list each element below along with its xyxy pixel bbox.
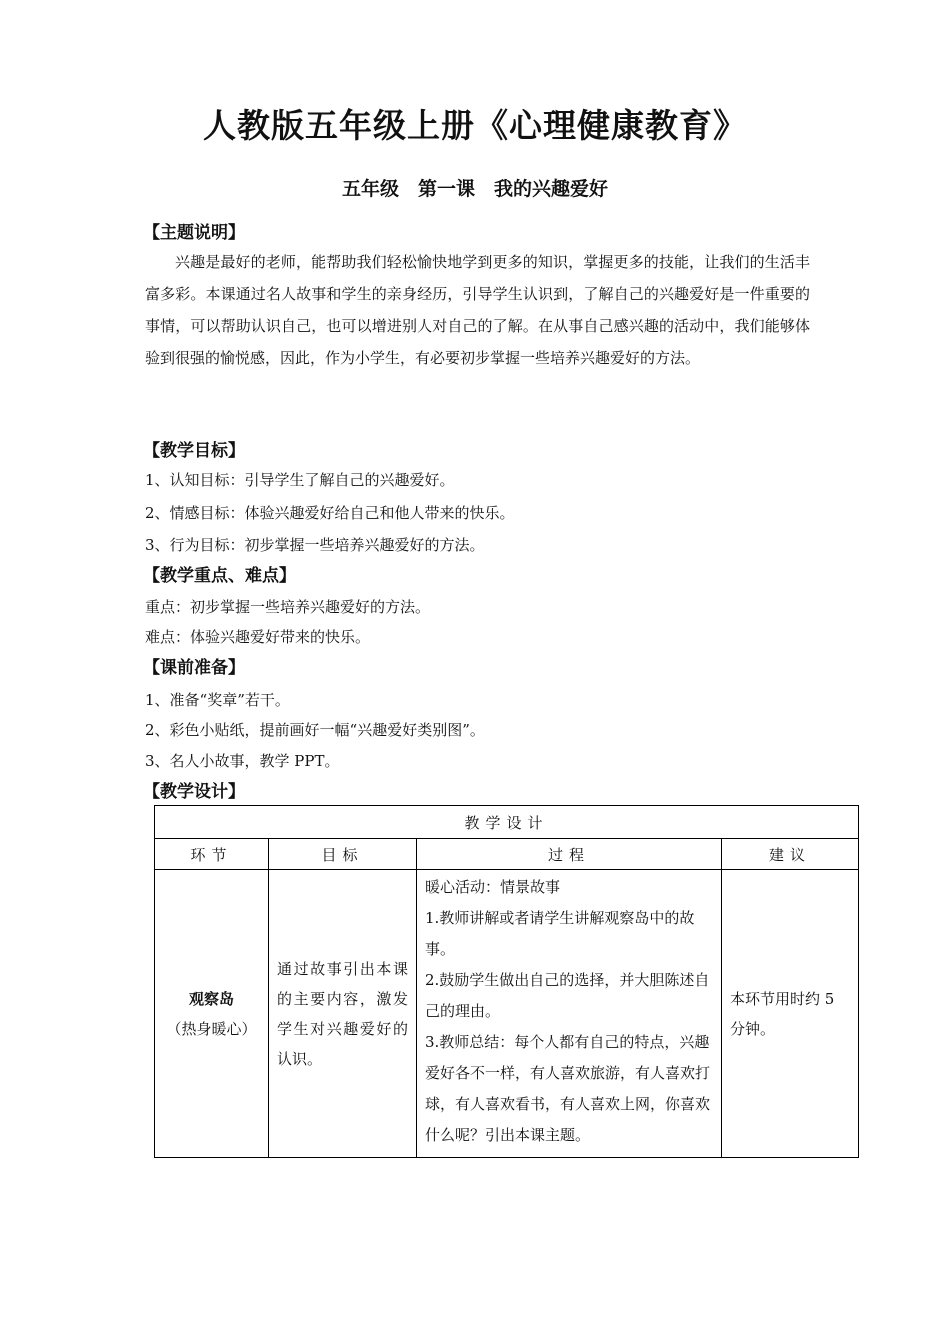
process-line: 2.鼓励学生做出自己的选择，并大胆陈述自己的理由。 [425,971,710,1020]
document-title: 人教版五年级上册《心理健康教育》 [203,106,747,145]
section-heading-keypoints: 【教学重点、难点】 [143,566,296,586]
suggestion-cell: 本环节用时约 5 分钟。 [722,870,859,1158]
process-line: 暖心活动：情景故事 [425,878,561,896]
table-row [155,870,859,1158]
keypoint-item: 难点：体验兴趣爱好带来的快乐。 [145,628,371,646]
column-header-process: 过程 [417,839,722,870]
section-heading-theme: 【主题说明】 [143,223,245,243]
process-line: 3.教师总结：每个人都有自己的特点，兴趣爱好各不一样，有人喜欢旅游，有人喜欢打球，有人喜欢看书，有人喜欢上网，你喜欢什么呢？引出本课主题。 [425,1033,711,1144]
section-heading-goals: 【教学目标】 [143,441,245,461]
lesson-subtitle: 五年级 第一课 我的兴趣爱好 [341,178,608,200]
stage-subtitle: （热身暖心） [166,1019,257,1038]
keypoint-item: 重点：初步掌握一些培养兴趣爱好的方法。 [145,598,431,616]
prep-item: 2、彩色小贴纸，提前画好一幅“兴趣爱好类别图”。 [145,721,485,739]
goal-cell: 通过故事引出本课的主要内容，激发学生对兴趣爱好的认识。 [269,870,417,1158]
column-header-suggestion: 建议 [722,839,859,870]
stage-cell [155,870,269,1158]
process-line: 1.教师讲解或者请学生讲解观察岛中的故事。 [425,909,695,958]
column-header-goal: 目标 [269,839,417,870]
goal-item: 1、认知目标：引导学生了解自己的兴趣爱好。 [145,471,455,489]
section-heading-prep: 【课前准备】 [143,658,245,678]
table-caption: 教学设计 [155,806,859,839]
teaching-design-table [154,805,859,1158]
goal-item: 3、行为目标：初步掌握一些培养兴趣爱好的方法。 [145,536,485,554]
column-header-stage: 环节 [155,839,269,870]
process-cell [417,870,722,1158]
section-heading-design: 【教学设计】 [143,782,245,802]
theme-paragraph: 兴趣是最好的老师，能帮助我们轻松愉快地学到更多的知识，掌握更多的技能，让我们的生活丰富多彩。本课通过名人故事和学生的亲身经历，引导学生认识到，了解自己的兴趣爱好是一件重要的事情，可以帮助认识自己，也可以增进别人对自己的了解。在从事自己感兴趣的活动中，我们能够体验到很强的愉悦感，因此，作为小学生，有必要初步掌握一些培养兴趣爱好的方法。 [145,253,810,367]
prep-item: 1、准备“奖章”若干。 [145,691,290,709]
goal-item: 2、情感目标：体验兴趣爱好给自己和他人带来的快乐。 [145,504,515,522]
prep-item: 3、名人小故事，教学 PPT。 [145,752,340,770]
stage-name: 观察岛 [188,989,234,1008]
